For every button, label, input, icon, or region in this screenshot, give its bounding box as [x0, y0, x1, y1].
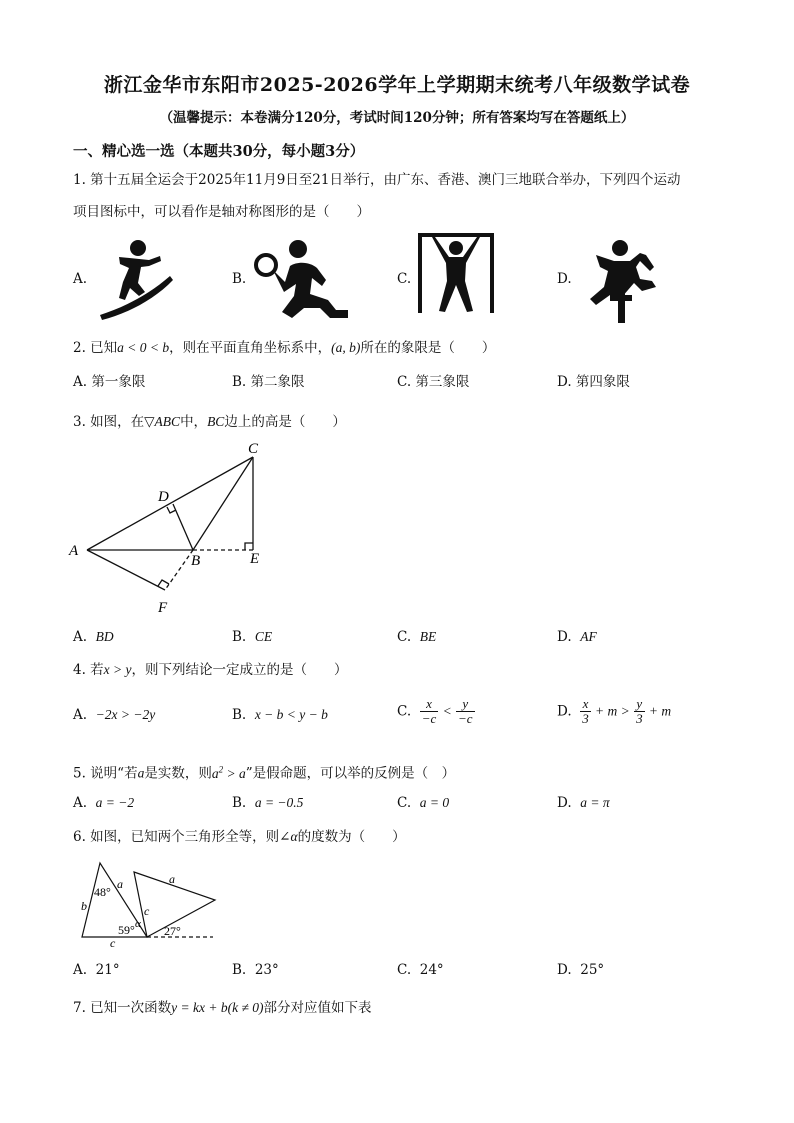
q6-option-a: A. 21° — [73, 962, 120, 978]
q7-expression: y = kx + b(k ≠ 0) — [171, 1000, 264, 1015]
q6-option-b: B. 23° — [232, 962, 279, 978]
q2-mid: ，则在平面直角坐标系中， — [169, 340, 332, 356]
q3-suffix: 边上的高是（ ） — [224, 414, 346, 430]
q3-label-f: F — [158, 600, 168, 616]
q3-option-d: D. AF — [557, 629, 597, 645]
q1-option-b-label: B. — [232, 271, 247, 287]
exam-title: 浙江金华市东阳市2025-2026学年上学期期末统考八年级数学试卷 — [103, 74, 691, 96]
q6-side-c1: c — [144, 904, 150, 918]
q5-option-c: C. a = 0 — [397, 795, 450, 811]
q3-option-b: B. CE — [232, 629, 273, 645]
q5-mid: 是实数，则 — [144, 765, 212, 782]
q3-side: BC — [207, 414, 225, 429]
q2-option-b: B. 第二象限 — [232, 374, 305, 390]
question-6 — [73, 827, 406, 847]
q3-prefix: 3. 如图，在 — [73, 414, 145, 430]
hurdles-icon — [580, 237, 660, 323]
q4-option-a: A. −2x > −2y — [73, 707, 156, 723]
q6-suffix: 的度数为（ ） — [297, 829, 406, 845]
q3-figure — [65, 435, 275, 620]
q5-suffix: ”是假命题，可以举的反例是（ ） — [245, 765, 456, 782]
q6-figure — [75, 858, 225, 948]
q4-prefix: 4. 若 — [73, 662, 104, 678]
question-5 — [73, 759, 455, 784]
q2-point: (a, b) — [331, 340, 361, 355]
q1-option-d-label: D. — [557, 271, 572, 287]
q5-option-b: B. a = −0.5 — [232, 795, 304, 811]
q6-side-c2: c — [110, 936, 116, 948]
q4-condition: x > y — [103, 662, 132, 677]
q4-option-b: B. x − b < y − b — [232, 707, 328, 723]
q6-angle: ∠α — [279, 829, 298, 844]
q5-option-a: A. a = −2 — [73, 795, 135, 811]
q2-option-a: A. 第一象限 — [73, 374, 146, 390]
q6-side-a1: a — [117, 877, 123, 891]
q5-option-d: D. a = π — [557, 795, 610, 811]
q2-suffix: 所在的象限是（ ） — [360, 340, 496, 356]
q3-label-d: D — [158, 489, 169, 505]
q3-label-c: C — [248, 441, 259, 457]
q6-option-d: D. 25° — [557, 962, 605, 978]
q6-option-c: C. 24° — [397, 962, 444, 978]
q6-angle-27: 27° — [164, 924, 181, 938]
gymnast-frame-icon — [418, 233, 494, 315]
q6-side-a2: a — [169, 872, 175, 886]
question-2 — [73, 338, 495, 358]
q7-suffix: 部分对应值如下表 — [263, 1000, 372, 1016]
q5-prefix: 5. 说明“若 — [73, 765, 138, 782]
badminton-icon — [252, 238, 356, 320]
q4-option-d: D. $\frac{x}{3}$ + m > $\frac{y}{3}$ + m — [557, 696, 672, 726]
question-1-line-1: 1. 第十五届全运会于2025年11月9日至21日举行，由广东、香港、澳门三地联合举办，下列四个运动 — [73, 172, 681, 188]
question-4 — [73, 660, 348, 680]
q2-condition: a < 0 < b — [117, 340, 170, 355]
q3-option-c: C. BE — [397, 629, 437, 645]
section-heading: 一、精心选一选（本题共30分，每小题3分） — [73, 143, 365, 160]
question-7 — [73, 998, 372, 1018]
q3-mid: 中， — [180, 414, 208, 430]
q5-inequality: $a^2 > a$ — [211, 764, 246, 781]
exam-note: （温馨提示：本卷满分120分，考试时间120分钟；所有答案均写在答题纸上） — [159, 110, 635, 126]
q2-option-d: D. 第四象限 — [557, 374, 630, 390]
q2-option-c: C. 第三象限 — [397, 374, 470, 390]
q4-option-c: C. $\frac{x}{-c}$ < $\frac{y}{-c}$ — [397, 696, 473, 726]
q6-alpha: α — [135, 918, 141, 930]
q1-option-c-label: C. — [397, 271, 412, 287]
surfing-icon — [92, 238, 178, 320]
q6-angle-59: 59° — [118, 923, 135, 937]
q7-prefix: 7. 已知一次函数 — [73, 1000, 172, 1016]
question-3 — [73, 412, 346, 432]
q2-prefix: 2. 已知 — [73, 340, 118, 356]
q4-suffix: ，则下列结论一定成立的是（ ） — [131, 662, 348, 678]
q5-var: a — [137, 765, 145, 781]
q6-angle-48: 48° — [94, 885, 111, 899]
q3-triangle: ▽ABC — [144, 414, 181, 429]
q3-label-a: A — [69, 543, 79, 559]
q6-prefix: 6. 如图，已知两个三角形全等，则 — [73, 829, 280, 845]
q3-option-a: A. BD — [73, 629, 114, 645]
q3-label-e: E — [250, 551, 260, 567]
q6-side-b: b — [81, 899, 87, 913]
question-1-line-2: 项目图标中，可以看作是轴对称图形的是（ ） — [73, 204, 370, 220]
q1-option-a-label: A. — [73, 271, 88, 287]
q3-label-b: B — [191, 553, 201, 569]
